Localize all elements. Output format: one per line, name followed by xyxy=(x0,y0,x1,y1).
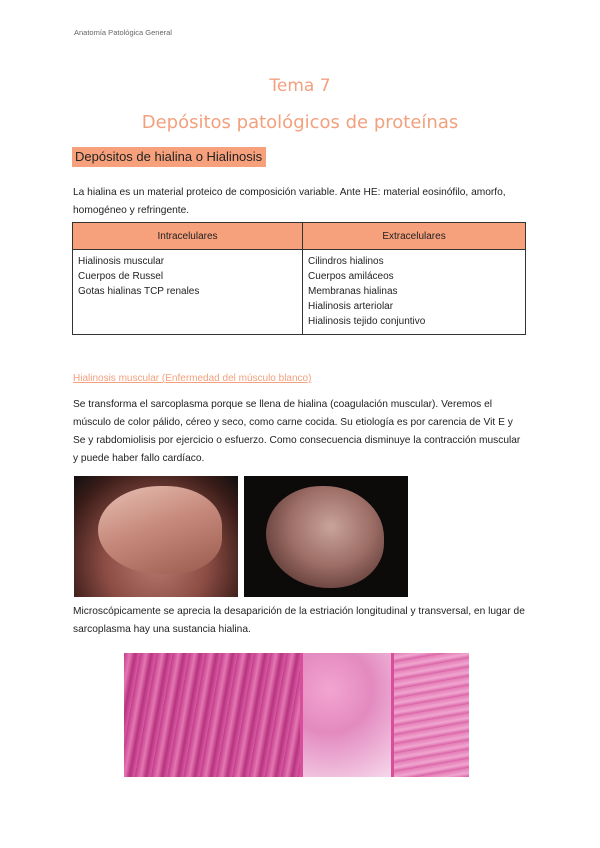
microscopy-paragraph: Microscópicamente se aprecia la desaparición de la estriación longitudinal y transversal, en lugar de sarcoplasma hay una sustancia hialina. xyxy=(73,606,525,635)
list-item: Cuerpos de Russel xyxy=(78,271,164,282)
page-title: Depósitos patológicos de proteínas xyxy=(141,112,459,133)
list-item: Hialinosis muscular xyxy=(78,256,165,267)
heart-tissue-shape xyxy=(266,486,384,588)
histology-micrographs xyxy=(124,653,469,777)
table-header-row xyxy=(73,223,526,250)
topic-number: Tema 7 xyxy=(269,76,331,96)
list-item: Cuerpos amiláceos xyxy=(308,271,394,282)
hialinosis-table xyxy=(72,222,526,335)
list-item: Cilindros hialinos xyxy=(308,256,384,267)
list-item: Gotas hialinas TCP renales xyxy=(78,286,200,297)
list-item: Hialinosis arteriolar xyxy=(308,301,394,312)
micrograph-panel-a xyxy=(124,653,300,777)
list-item: Hialinosis tejido conjuntivo xyxy=(308,316,426,327)
extracelulares-cell xyxy=(303,250,526,335)
micrograph-panel-b xyxy=(303,653,391,777)
column-header-intracelulares: Intracelulares xyxy=(73,223,303,250)
description-paragraph: Se transforma el sarcoplasma porque se llena de hialina (coagulación muscular). Veremos el músculo de color pálido, céreo y seco, como carne cocida. Su etiología es por carencia de Vit E y Se y rabdomiolisis por ejercicio o esfuerzo. Como consecuencia disminuye la contracción muscular y puede haber fallo cardíaco. xyxy=(73,399,521,464)
gross-muscle-photo-1 xyxy=(74,476,238,597)
muscle-tissue-shape xyxy=(98,486,222,574)
intro-paragraph: La hialina es un material proteico de composición variable. Ante HE: material eosinófilo, amorfo, homogéneo y refringente. xyxy=(73,187,506,216)
section-heading: Depósitos de hialina o Hialinosis xyxy=(72,147,266,167)
running-header: Anatomía Patológica General xyxy=(74,28,172,37)
micrograph-panel-c xyxy=(394,653,469,777)
column-header-extracelulares: Extracelulares xyxy=(303,223,526,250)
list-item: Membranas hialinas xyxy=(308,286,398,297)
gross-heart-photo-2 xyxy=(244,476,408,597)
intracelulares-cell xyxy=(73,250,303,335)
table-row xyxy=(73,250,526,335)
subsection-heading-link[interactable]: Hialinosis muscular (Enfermedad del músculo blanco) xyxy=(73,373,312,384)
